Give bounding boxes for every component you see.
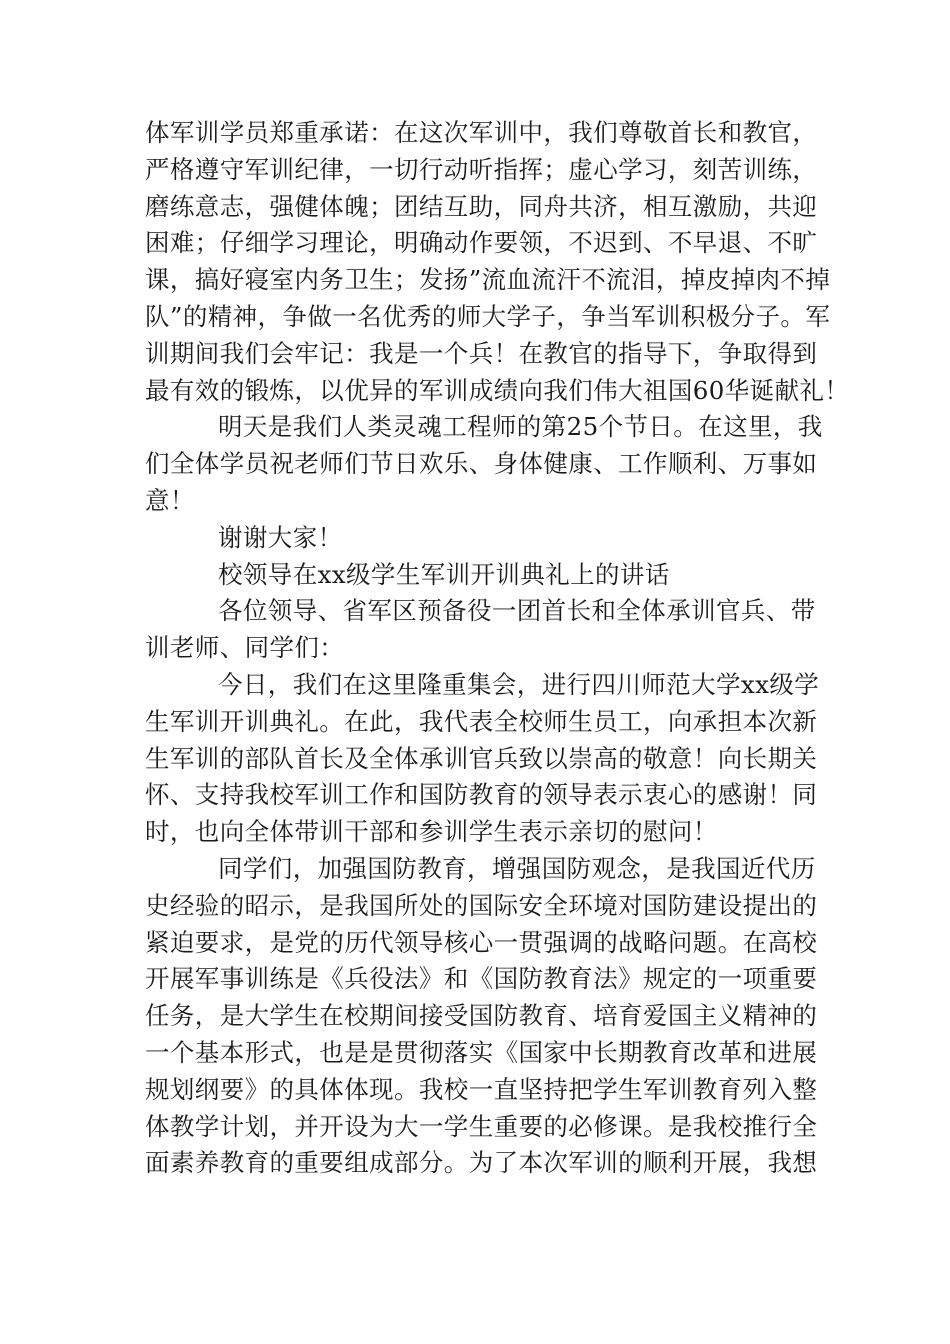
text-line: 最有效的锻炼，以优异的军训成绩向我们伟大祖国60华诞献礼！ xyxy=(145,375,850,405)
text-line: 同学们，加强国防教育，增强国防观念，是我国近代历 xyxy=(218,853,816,883)
text-line: 一个基本形式，也是是贯彻落实《国家中长期教育改革和进展 xyxy=(145,1037,818,1067)
text-line: 困难；仔细学习理论，明确动作要领，不迟到、不早退、不旷 xyxy=(145,228,818,258)
text-line: 课，搞好寝室内务卫生；发扬”流血流汗不流泪，掉皮掉肉不掉 xyxy=(145,265,831,295)
text-line: 训期间我们会牢记：我是一个兵！在教官的指导下，争取得到 xyxy=(145,338,818,368)
text-line: 规划纲要》的具体体现。我校一直坚持把学生军训教育列入整 xyxy=(145,1074,818,1104)
text-line: 开展军事训练是《兵役法》和《国防教育法》规定的一项重要 xyxy=(145,964,818,994)
text-line: 校领导在xx级学生军训开训典礼上的讲话 xyxy=(218,559,670,589)
text-line: 队”的精神，争做一名优秀的师大学子，争当军训积极分子。军 xyxy=(145,301,831,331)
text-line: 明天是我们人类灵魂工程师的第25个节日。在这里，我 xyxy=(218,412,823,442)
text-line: 体军训学员郑重承诺：在这次军训中，我们尊敬首长和教官， xyxy=(145,118,818,147)
text-line: 时，也向全体带训干部和参训学生表示亲切的慰问！ xyxy=(145,817,718,847)
text-line: 们全体学员祝老师们节日欢乐、身体健康、工作顺利、万事如 xyxy=(145,449,818,479)
text-line: 史经验的昭示，是我国所处的国际安全环境对国防建设提出的 xyxy=(145,890,818,920)
text-line: 怀、支持我校军训工作和国防教育的领导表示衷心的感谢！同 xyxy=(145,780,818,810)
text-line: 任务，是大学生在校期间接受国防教育、培育爱国主义精神的 xyxy=(145,1001,818,1031)
text-line: 意！ xyxy=(145,485,195,515)
document-body xyxy=(145,115,850,1182)
text-line: 训老师、同学们： xyxy=(145,633,345,663)
text-line: 紧迫要求，是党的历代领导核心一贯强调的战略问题。在高校 xyxy=(145,927,818,957)
text-line: 严格遵守军训纪律，一切行动听指挥；虚心学习，刻苦训练， xyxy=(145,154,818,184)
text-line: 体教学计划，并开设为大一学生重要的必修课。是我校推行全 xyxy=(145,1111,818,1141)
text-line: 今日，我们在这里隆重集会，进行四川师范大学xx级学 xyxy=(218,669,820,699)
text-line: 生军训的部队首长及全体承训官兵致以崇高的敬意！向长期关 xyxy=(145,743,818,773)
text-line: 面素养教育的重要组成部分。为了本次军训的顺利开展，我想 xyxy=(145,1148,818,1178)
text-line: 谢谢大家！ xyxy=(218,522,343,552)
text-line: 各位领导、省军区预备役一团首长和全体承训官兵、带 xyxy=(218,596,816,626)
text-line: 磨练意志，强健体魄；团结互助，同舟共济，相互激励，共迎 xyxy=(145,191,818,221)
text-line: 生军训开训典礼。在此，我代表全校师生员工，向承担本次新 xyxy=(145,706,818,736)
